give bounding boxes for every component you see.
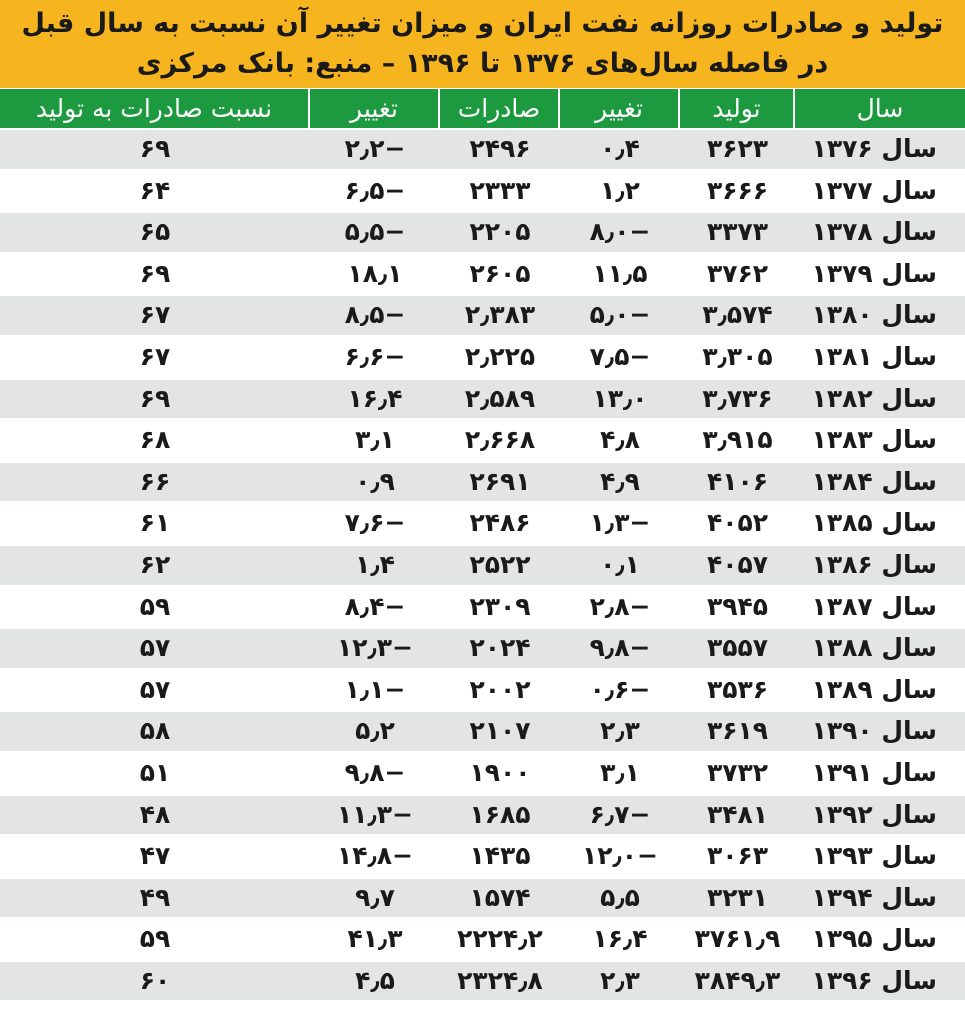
cell-production-change: −۲٫۸	[589, 591, 651, 621]
cell-production: ۳۳۷۳	[706, 217, 769, 247]
cell-exports-change: −۶٫۵	[344, 175, 406, 205]
header-year: سال	[795, 89, 965, 128]
cell-production: ۳۷۶۲	[706, 258, 769, 288]
cell-exports-change: −۱٫۱	[344, 674, 406, 704]
cell-year: سال ۱۳۸۰	[811, 300, 937, 330]
cell-exports-change: ۵٫۲	[355, 716, 395, 746]
cell-production: ۳۶۱۹	[706, 716, 769, 746]
cell-production: ۳۶۲۳	[706, 134, 769, 163]
cell-ratio: ۶۹	[139, 258, 171, 288]
cell-production-change: ۰٫۴	[600, 134, 640, 163]
cell-production: ۳۸۴۹٫۳	[694, 965, 781, 995]
cell-exports: ۲۲۰۵	[469, 217, 531, 247]
cell-ratio: ۶۱	[139, 508, 171, 538]
table-row	[0, 130, 965, 172]
cell-year: سال ۱۳۸۲	[811, 383, 937, 413]
header-ratio: نسبت صادرات به تولید	[0, 89, 310, 128]
cell-ratio: ۶۹	[139, 134, 171, 163]
header-production: تولید	[680, 89, 795, 128]
table-row	[0, 920, 965, 962]
cell-production-change: −۵٫۰	[589, 300, 651, 330]
cell-exports: ۱۶۸۵	[469, 799, 531, 829]
cell-production: ۳۲۳۱	[706, 882, 769, 912]
table-row	[0, 255, 965, 297]
cell-production-change: ۴٫۸	[600, 425, 640, 455]
cell-ratio: ۴۹	[139, 882, 171, 912]
cell-production: ۳۵۳۶	[706, 674, 769, 704]
cell-production-change: −۰٫۶	[589, 674, 651, 704]
header-exports: صادرات	[440, 89, 560, 128]
cell-exports-change: −۷٫۶	[344, 508, 406, 538]
cell-production: ۳٫۹۱۵	[702, 425, 773, 455]
cell-year: سال ۱۳۸۷	[811, 591, 937, 621]
table-row	[0, 213, 965, 255]
cell-production: ۳۷۶۱٫۹	[694, 924, 781, 954]
cell-year: سال ۱۳۹۳	[811, 841, 937, 871]
cell-ratio: ۵۱	[139, 757, 171, 787]
table-row	[0, 962, 965, 1004]
header-exports-change: تغییر	[310, 89, 440, 128]
cell-production: ۳۷۳۲	[706, 757, 769, 787]
cell-production-change: ۱۶٫۴	[592, 924, 648, 954]
cell-exports: ۲۳۰۹	[469, 591, 531, 621]
cell-ratio: ۶۸	[139, 425, 171, 455]
cell-exports: ۲۱۰۷	[469, 716, 531, 746]
cell-exports-change: −۵٫۵	[344, 217, 406, 247]
cell-exports: ۲۰۰۲	[469, 674, 531, 704]
table-row	[0, 338, 965, 380]
cell-exports-change: ۱۶٫۴	[347, 383, 403, 413]
cell-exports-change: ۴٫۵	[355, 965, 395, 995]
cell-year: سال ۱۳۸۸	[811, 633, 937, 663]
cell-ratio: ۶۵	[139, 217, 171, 247]
cell-production: ۳٫۷۳۶	[702, 383, 773, 413]
cell-production-change: −۶٫۷	[589, 799, 651, 829]
cell-ratio: ۶۴	[139, 175, 171, 205]
table-row	[0, 837, 965, 879]
cell-year: سال ۱۳۸۴	[811, 466, 937, 496]
cell-production: ۳٫۳۰۵	[702, 341, 773, 371]
cell-production-change: −۱٫۳	[589, 508, 651, 538]
cell-exports-change: ۳٫۱	[355, 425, 395, 455]
cell-production: ۳۹۴۵	[706, 591, 769, 621]
cell-ratio: ۶۲	[139, 549, 171, 579]
cell-year: سال ۱۳۹۵	[811, 924, 937, 954]
cell-year: سال ۱۳۷۸	[811, 217, 937, 247]
cell-exports: ۲٫۳۸۳	[464, 300, 536, 330]
cell-ratio: ۶۹	[139, 383, 171, 413]
table-row	[0, 796, 965, 838]
cell-exports: ۲۴۹۶	[469, 134, 531, 163]
cell-year: سال ۱۳۷۹	[811, 258, 937, 288]
cell-ratio: ۶۷	[139, 300, 171, 330]
cell-exports-change: ۱٫۴	[355, 549, 395, 579]
table-header	[0, 88, 965, 129]
cell-year: سال ۱۳۹۶	[811, 965, 937, 995]
cell-year: سال ۱۳۹۱	[811, 757, 937, 787]
cell-exports-change: ۱۸٫۱	[347, 258, 403, 288]
cell-ratio: ۵۷	[139, 633, 171, 663]
cell-production: ۳۴۸۱	[706, 799, 769, 829]
cell-year: سال ۱۳۸۵	[811, 508, 937, 538]
cell-exports-change: ۴۱٫۳	[347, 924, 403, 954]
cell-exports: ۲٫۲۲۵	[464, 341, 536, 371]
cell-year: سال ۱۳۸۳	[811, 425, 937, 455]
cell-production-change: ۱۳٫۰	[592, 383, 648, 413]
cell-production-change: ۲٫۳	[600, 716, 640, 746]
cell-production: ۳۰۶۳	[706, 841, 769, 871]
cell-ratio: ۶۶	[139, 466, 171, 496]
table-row	[0, 754, 965, 796]
cell-production-change: ۵٫۵	[600, 882, 640, 912]
cell-ratio: ۵۹	[139, 924, 171, 954]
table-row	[0, 588, 965, 630]
cell-exports: ۲٫۵۸۹	[464, 383, 536, 413]
cell-exports: ۲۳۳۳	[469, 175, 531, 205]
cell-exports-change: −۸٫۴	[344, 591, 406, 621]
cell-production-change: ۳٫۱	[600, 757, 640, 787]
title-line-2: در فاصله سال‌های ۱۳۷۶ تا ۱۳۹۶ – منبع: بانک مرکزی	[136, 48, 829, 79]
cell-exports: ۲۲۲۴٫۲	[457, 924, 543, 954]
cell-production-change: ۱٫۲	[600, 175, 640, 205]
cell-production-change: ۰٫۱	[600, 549, 640, 579]
cell-year: سال ۱۳۸۹	[811, 674, 937, 704]
cell-year: سال ۱۳۸۱	[811, 341, 937, 371]
cell-ratio: ۵۹	[139, 591, 171, 621]
cell-exports: ۲٫۶۶۸	[464, 425, 536, 455]
cell-exports-change: −۱۱٫۳	[336, 799, 414, 829]
table-row	[0, 172, 965, 214]
table-row	[0, 504, 965, 546]
cell-exports-change: ۹٫۷	[355, 882, 395, 912]
cell-exports: ۲۰۲۴	[469, 633, 531, 663]
cell-exports: ۲۳۲۴٫۸	[457, 965, 543, 995]
cell-exports-change: −۱۴٫۸	[336, 841, 414, 871]
table-row	[0, 879, 965, 921]
cell-production-change: −۷٫۵	[589, 341, 651, 371]
cell-production-change: ۱۱٫۵	[592, 258, 648, 288]
cell-production-change: −۹٫۸	[589, 633, 651, 663]
table-row	[0, 296, 965, 338]
table-row	[0, 421, 965, 463]
cell-production-change: ۲٫۳	[600, 965, 640, 995]
title-banner	[0, 0, 965, 88]
cell-production: ۳٫۵۷۴	[702, 300, 773, 330]
cell-production: ۴۰۵۷	[706, 549, 769, 579]
cell-exports-change: −۶٫۶	[344, 341, 406, 371]
cell-ratio: ۴۷	[139, 841, 171, 871]
cell-exports-change: −۹٫۸	[344, 757, 406, 787]
cell-production-change: ۴٫۹	[600, 466, 640, 496]
cell-exports: ۱۹۰۰	[469, 757, 531, 787]
table-row	[0, 546, 965, 588]
cell-year: سال ۱۳۹۲	[811, 799, 937, 829]
table-body	[0, 130, 965, 1003]
cell-exports-change: −۱۲٫۳	[336, 633, 414, 663]
cell-production: ۴۱۰۶	[706, 466, 769, 496]
cell-production: ۳۶۶۶	[706, 175, 769, 205]
cell-production: ۳۵۵۷	[706, 633, 769, 663]
cell-exports-change: ۰٫۹	[355, 466, 395, 496]
cell-exports: ۲۴۸۶	[469, 508, 531, 538]
header-production-change: تغییر	[560, 89, 680, 128]
table-row	[0, 463, 965, 505]
cell-ratio: ۴۸	[139, 799, 171, 829]
cell-exports: ۲۶۰۵	[469, 258, 531, 288]
table-row	[0, 380, 965, 422]
cell-exports: ۱۴۳۵	[469, 841, 531, 871]
cell-exports: ۲۶۹۱	[469, 466, 531, 496]
cell-production-change: −۸٫۰	[589, 217, 651, 247]
title-line-1: تولید و صادرات روزانه نفت ایران و میزان تغییر آن نسبت به سال قبل	[21, 8, 944, 39]
cell-year: سال ۱۳۷۶	[811, 134, 937, 163]
table-row	[0, 712, 965, 754]
cell-year: سال ۱۳۹۰	[811, 716, 937, 746]
cell-ratio: ۶۰	[139, 965, 171, 995]
cell-ratio: ۵۷	[139, 674, 171, 704]
cell-year: سال ۱۳۹۴	[811, 882, 937, 912]
cell-year: سال ۱۳۷۷	[811, 175, 937, 205]
cell-year: سال ۱۳۸۶	[811, 549, 937, 579]
cell-exports: ۱۵۷۴	[469, 882, 531, 912]
cell-exports-change: −۲٫۲	[344, 134, 406, 163]
cell-ratio: ۵۸	[139, 716, 171, 746]
cell-exports-change: −۸٫۵	[344, 300, 406, 330]
table-row	[0, 671, 965, 713]
cell-production: ۴۰۵۲	[706, 508, 769, 538]
cell-ratio: ۶۷	[139, 341, 171, 371]
table-row	[0, 629, 965, 671]
cell-exports: ۲۵۲۲	[469, 549, 531, 579]
cell-production-change: −۱۲٫۰	[581, 841, 659, 871]
